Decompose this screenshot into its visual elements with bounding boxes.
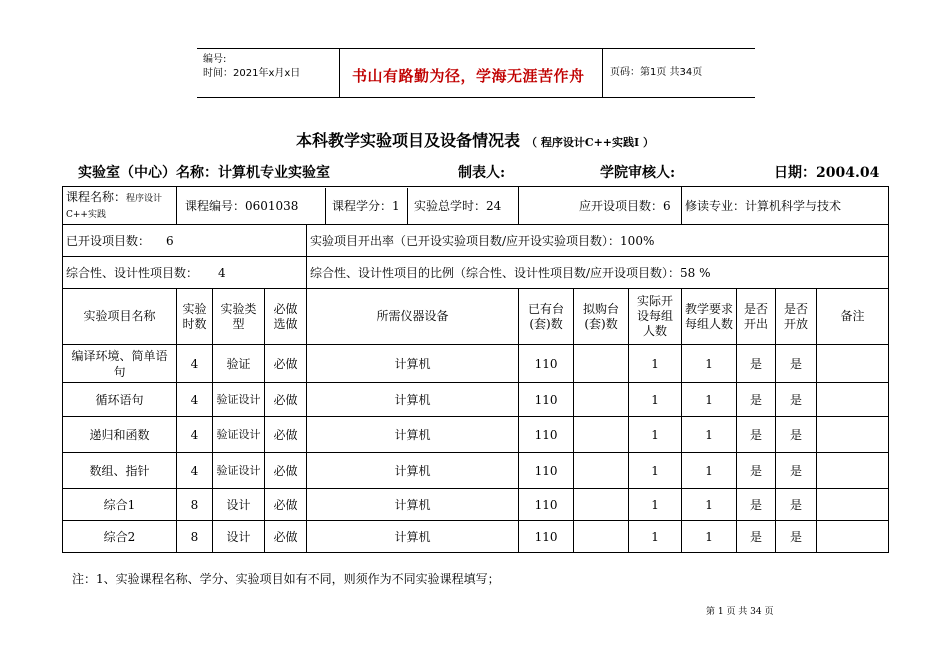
cell-equip: 计算机 xyxy=(307,417,519,453)
cell-type: 设计 xyxy=(213,521,265,553)
col-header: 是否开出 xyxy=(737,289,776,345)
cell-type: 验证 xyxy=(213,345,265,383)
table-row xyxy=(63,417,889,453)
col-header: 实验类型 xyxy=(213,289,265,345)
cell-name: 循环语句 xyxy=(63,383,177,417)
cell-open: 是 xyxy=(737,521,776,553)
cell-req: 必做 xyxy=(265,489,307,521)
comprehensive-row xyxy=(63,257,889,289)
motto-text: 书山有路勤为径，学海无涯苦作舟 xyxy=(352,67,585,85)
cell-actual: 1 xyxy=(629,489,682,521)
experiment-table xyxy=(62,186,889,553)
cell-have: 110 xyxy=(519,345,574,383)
cell-equip: 计算机 xyxy=(307,489,519,521)
page-label: 页码：第1页 共34页 xyxy=(610,67,703,78)
cell-open: 是 xyxy=(737,489,776,521)
cell-req: 必做 xyxy=(265,417,307,453)
cell-have: 110 xyxy=(519,453,574,489)
cell-type: 验证设计 xyxy=(213,383,265,417)
cell-actual: 1 xyxy=(629,345,682,383)
cell-note xyxy=(817,489,889,521)
table-row xyxy=(63,383,889,417)
page-footer: 第 1 页 共 34 页 xyxy=(706,607,774,617)
cell-public: 是 xyxy=(776,453,817,489)
cell-actual: 1 xyxy=(629,417,682,453)
course-credits: 课程学分：1 xyxy=(325,188,407,224)
cell-name: 综合2 xyxy=(63,521,177,553)
cell-public: 是 xyxy=(776,383,817,417)
col-header: 是否开放 xyxy=(776,289,817,345)
col-header: 所需仪器设备 xyxy=(307,289,519,345)
cell-buy xyxy=(574,489,629,521)
document-title xyxy=(0,128,950,151)
cell-required: 1 xyxy=(682,453,737,489)
cell-public: 是 xyxy=(776,489,817,521)
course-planned: 应开设项目数：6 xyxy=(579,199,671,213)
col-header: 实验时数 xyxy=(177,289,213,345)
col-header: 实验项目名称 xyxy=(63,289,177,345)
cell-have: 110 xyxy=(519,417,574,453)
cell-name: 编译环境、简单语句 xyxy=(63,345,177,383)
cell-note xyxy=(817,383,889,417)
table-row xyxy=(63,489,889,521)
cell-note xyxy=(817,453,889,489)
cell-hours: 8 xyxy=(177,489,213,521)
cell-equip: 计算机 xyxy=(307,453,519,489)
maker-label: 制表人: xyxy=(458,165,506,181)
cell-equip: 计算机 xyxy=(307,345,519,383)
cell-equip: 计算机 xyxy=(307,383,519,417)
cell-req: 必做 xyxy=(265,383,307,417)
reviewer-label: 学院审核人: xyxy=(600,165,676,181)
col-header: 实际开设每组人数 xyxy=(629,289,682,345)
cell-buy xyxy=(574,383,629,417)
col-header: 拟购台(套)数 xyxy=(574,289,629,345)
cell-note xyxy=(817,521,889,553)
cell-hours: 4 xyxy=(177,453,213,489)
cell-type: 验证设计 xyxy=(213,453,265,489)
course-name-cell xyxy=(63,187,177,225)
cell-open: 是 xyxy=(737,453,776,489)
cell-buy xyxy=(574,417,629,453)
comp-ratio: 综合性、设计性项目的比例（综合性、设计性项目数/应开设项目数）：58 % xyxy=(307,257,889,289)
cell-required: 1 xyxy=(682,417,737,453)
cell-note xyxy=(817,417,889,453)
opened-label: 已开设项目数： xyxy=(66,234,151,248)
cell-required: 1 xyxy=(682,345,737,383)
number-label: 编号: xyxy=(203,54,227,65)
cell-hours: 8 xyxy=(177,521,213,553)
cell-public: 是 xyxy=(776,345,817,383)
cell-req: 必做 xyxy=(265,521,307,553)
cell-actual: 1 xyxy=(629,383,682,417)
table-row xyxy=(63,453,889,489)
title-sub: （ 程序设计C++实践Ⅰ ） xyxy=(526,136,654,149)
cell-required: 1 xyxy=(682,383,737,417)
cell-buy xyxy=(574,345,629,383)
cell-required: 1 xyxy=(682,489,737,521)
column-header-row xyxy=(63,289,889,345)
course-info-row xyxy=(63,187,889,225)
cell-have: 110 xyxy=(519,489,574,521)
cell-hours: 4 xyxy=(177,345,213,383)
cell-open: 是 xyxy=(737,383,776,417)
course-name-value: 程序设计C++实践 xyxy=(66,193,163,220)
header-left xyxy=(197,49,339,97)
table-row xyxy=(63,345,889,383)
cell-name: 综合1 xyxy=(63,489,177,521)
lab-name: 实验室（中心）名称：计算机专业实验室 xyxy=(78,165,330,181)
cell-have: 110 xyxy=(519,521,574,553)
col-header: 必做选做 xyxy=(265,289,307,345)
cell-req: 必做 xyxy=(265,345,307,383)
course-total-hours: 实验总学时：24 xyxy=(407,188,518,224)
footnote: 注：1、实验课程名称、学分、实验项目如有不同，则须作为不同实验课程填写； xyxy=(72,572,500,586)
cell-actual: 1 xyxy=(629,521,682,553)
cell-buy xyxy=(574,521,629,553)
time-label: 时间：2021年x月x日 xyxy=(203,68,301,79)
course-code: 课程编号：0601038 xyxy=(185,199,299,213)
course-planned-cell xyxy=(519,187,682,225)
course-name-label: 课程名称： xyxy=(66,189,127,204)
opened-value: 6 xyxy=(166,234,174,248)
cell-required: 1 xyxy=(682,521,737,553)
cell-type: 验证设计 xyxy=(213,417,265,453)
comp-value: 4 xyxy=(218,266,226,280)
header-motto-cell xyxy=(339,49,603,97)
col-header: 教学要求每组人数 xyxy=(682,289,737,345)
cell-name: 数组、指针 xyxy=(63,453,177,489)
cell-hours: 4 xyxy=(177,417,213,453)
cell-buy xyxy=(574,453,629,489)
cell-req: 必做 xyxy=(265,453,307,489)
date-label: 日期：2004.04 xyxy=(774,165,880,181)
opened-row xyxy=(63,225,889,257)
cell-have: 110 xyxy=(519,383,574,417)
course-code-cell xyxy=(177,187,519,225)
cell-note xyxy=(817,345,889,383)
cell-hours: 4 xyxy=(177,383,213,417)
table-row xyxy=(63,521,889,553)
comp-cell xyxy=(63,257,307,289)
cell-name: 递归和函数 xyxy=(63,417,177,453)
opened-cell xyxy=(63,225,307,257)
col-header: 已有台(套)数 xyxy=(519,289,574,345)
title-main: 本科教学实验项目及设备情况表 xyxy=(295,131,520,150)
cell-equip: 计算机 xyxy=(307,521,519,553)
cell-open: 是 xyxy=(737,417,776,453)
cell-public: 是 xyxy=(776,417,817,453)
cell-public: 是 xyxy=(776,521,817,553)
course-major: 修读专业：计算机科学与技术 xyxy=(682,187,889,225)
cell-actual: 1 xyxy=(629,453,682,489)
cell-type: 设计 xyxy=(213,489,265,521)
col-header: 备注 xyxy=(817,289,889,345)
cell-open: 是 xyxy=(737,345,776,383)
page-header xyxy=(197,48,755,98)
open-rate: 实验项目开出率（已开设实验项目数/应开设实验项目数）：100% xyxy=(307,225,889,257)
comp-label: 综合性、设计性项目数： xyxy=(66,266,199,280)
